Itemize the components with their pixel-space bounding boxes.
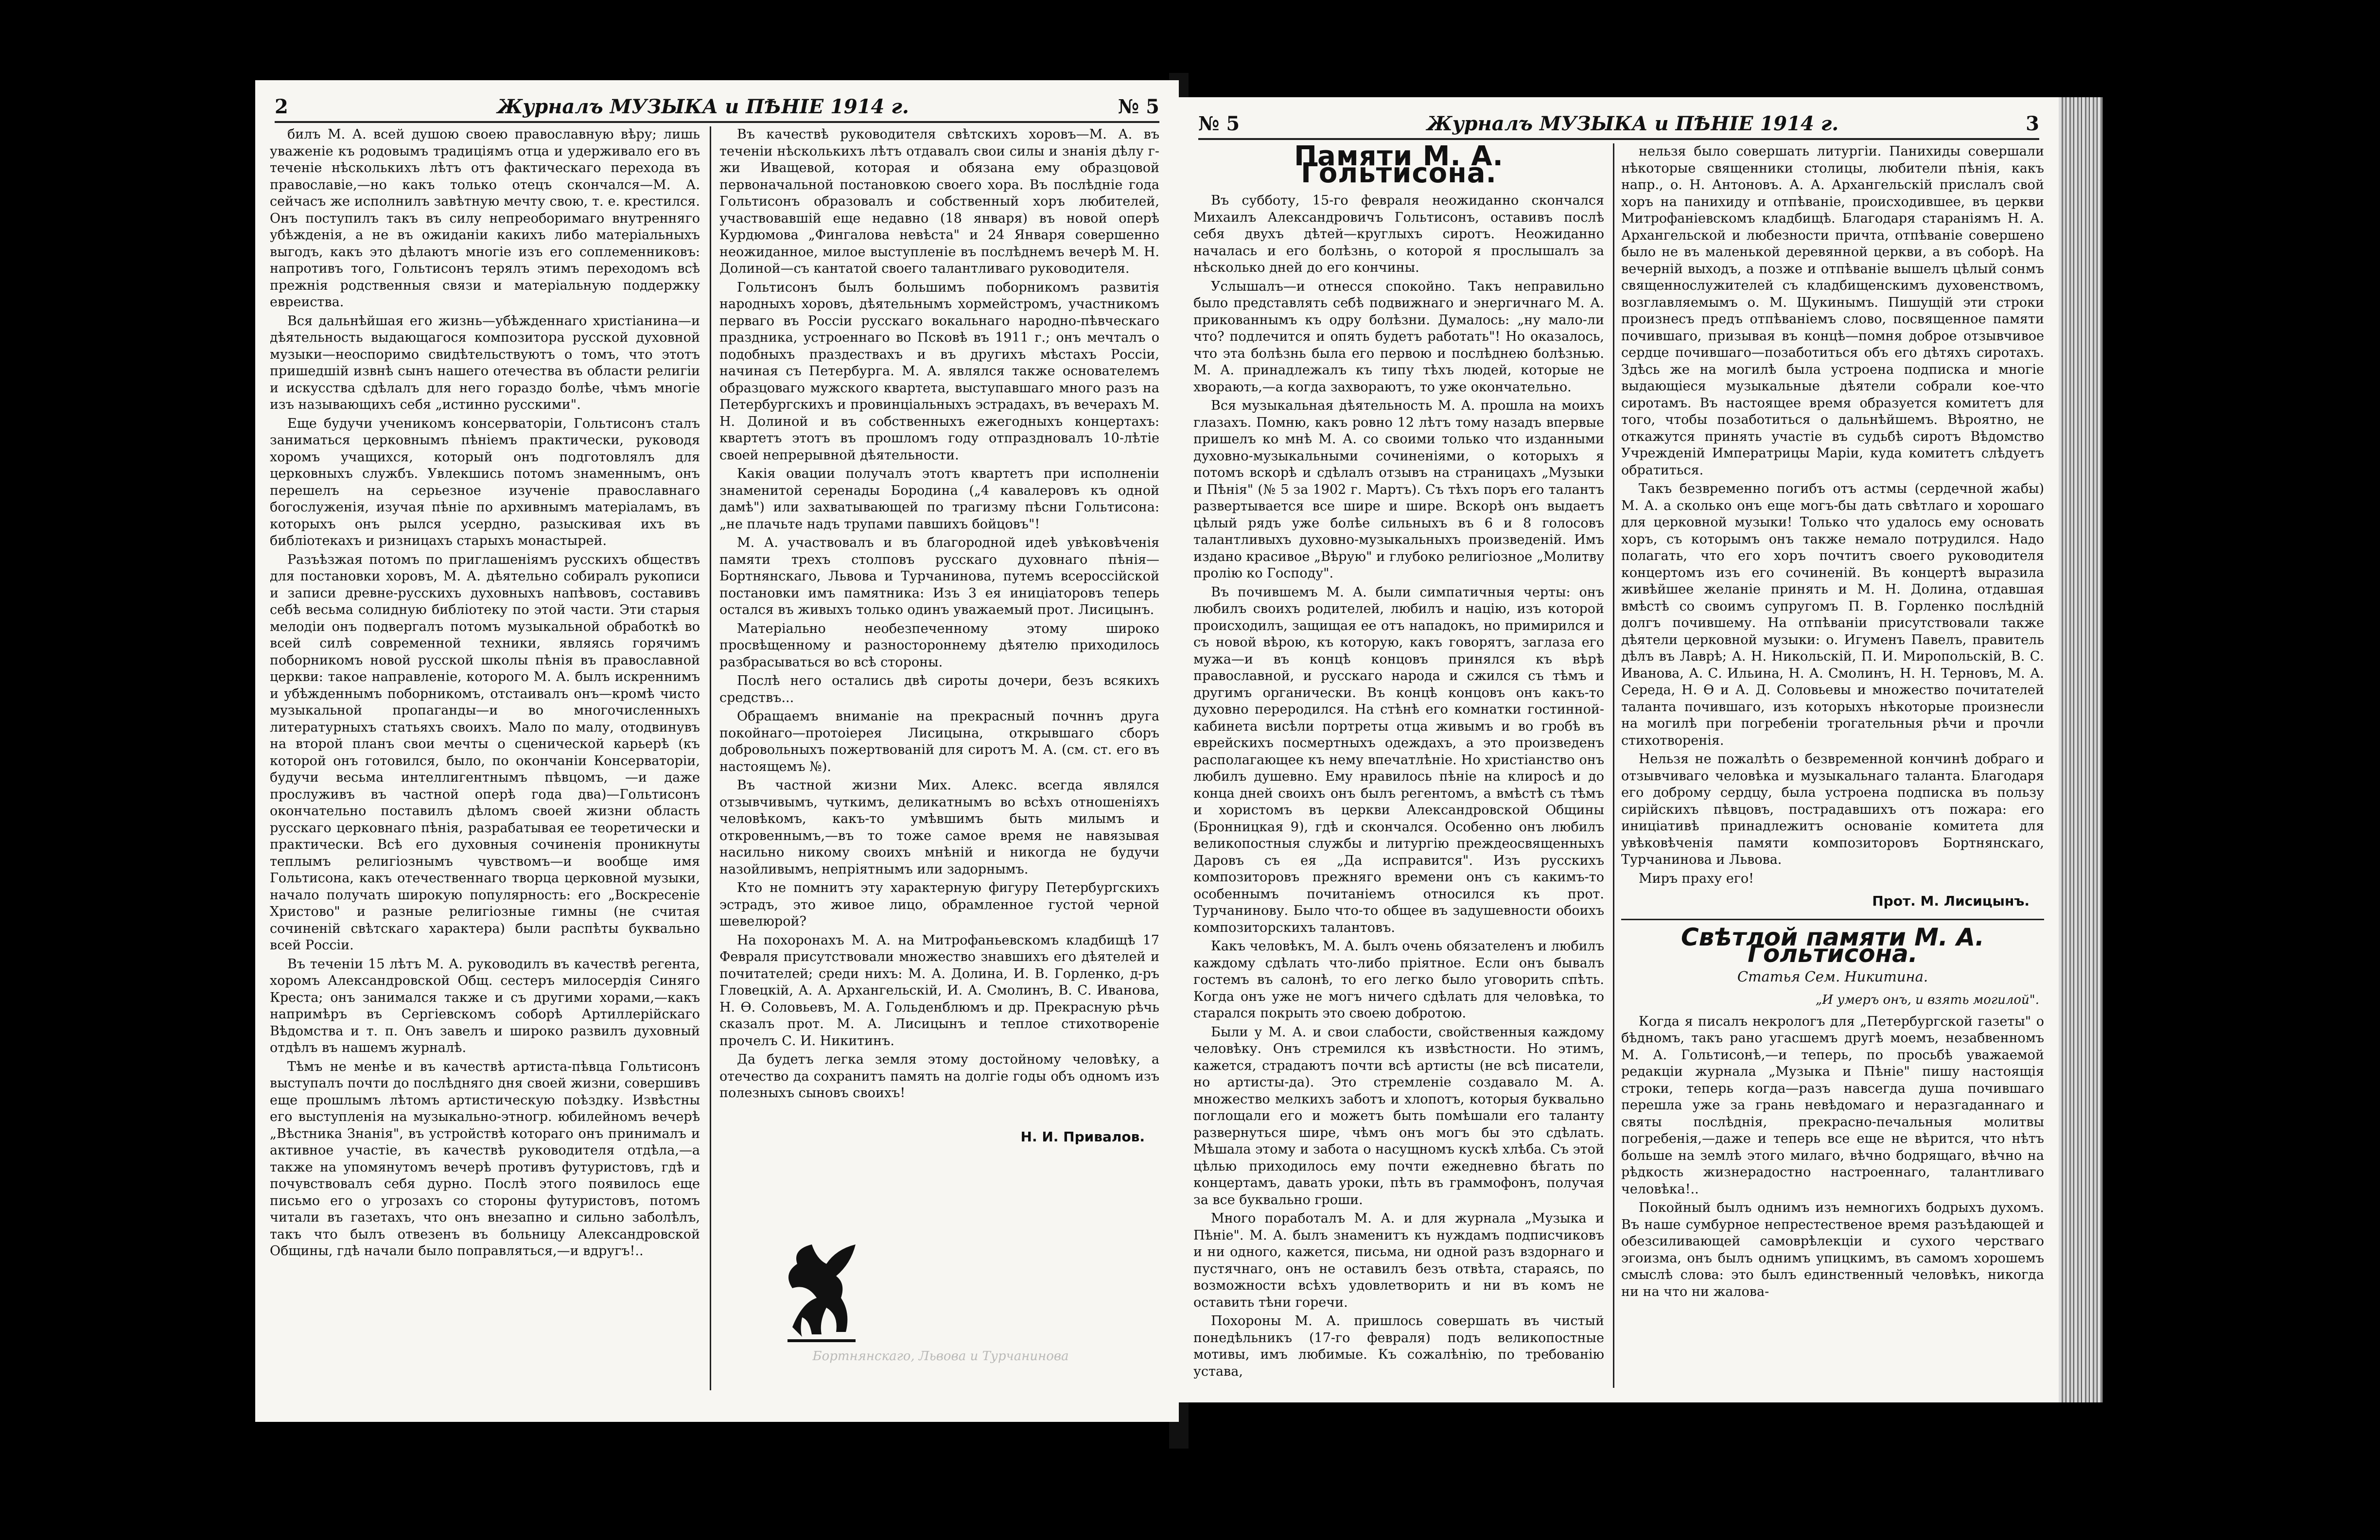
paragraph: Обращаемъ вниманіе на прекрасный почннъ друга покойнаго—протоіерея Лисицына, открывшаго сборъ добровольныхъ пожертвованій для сиротъ М. А. (см. ст. его въ настоящемъ №). [719,709,1159,774]
paragraph: Какія овации получалъ этотъ квартетъ при исполненіи знаменитой серенады Бородина („4 кавалеровъ къ одной дамѣ") или захватывающей по трагизму пѣсни Гольтисона: „не плачьте надъ трупами павшихъ бойцовъ"! [719,466,1159,532]
paragraph: нельзя было совершать литургіи. Панихиды совершали нѣкоторые священники столицы, любители пѣнія, какъ напр., о. Н. Антоновъ. А. А. Архангельскій прислалъ свой хоръ на панихиду и отпѣваніе, происходившее, въ церкви Митрофаніевскомъ кладбищѣ. Благодаря стараніямъ Н. А. Архангельской и любезности причта, отпѣваніе совершено было не въ маленькой деревянной церкви, а въ соборѣ. На вечерній выходъ, а позже и отпѣваніе вышелъ цѣлый сонмъ священнослужителей съ кладбищенскимъ духовенствомъ, возглавляемымъ о. М. Щукинымъ. Пишущій эти строки произнесъ предъ отпѣваніемъ слово, посвященное памяти почившаго, призывая въ концѣ—помня доброе отзывчивое сердце почившаго—позаботиться объ его дѣтяхъ сиротахъ. Здѣсь же на могилѣ была устроена подписка и многіе выдающіеся музыкальные дѣятели собрали кое-что сиротамъ. Въ настоящее время образуется комитетъ для того, чтобы позаботиться о дальнѣйшемъ. Вѣроятно, не откажутся принять участіе въ судьбѣ сиротъ Вѣдомство Учрежденій Императрицы Маріи, куда комитетъ слѣдуетъ обратиться. [1621,144,2044,478]
paragraph: Да будетъ легка земля этому достойному человѣку, а отечество да сохранитъ память на долгіе годы объ одномъ изъ полезныхъ сыновъ своихъ! [719,1052,1159,1101]
left-column-2 [719,126,1159,1410]
paragraph: Похороны М. А. пришлось совершать въ чистый понедѣльникъ (17-го февраля) подъ великопостные мотивы, имъ любимые. Къ сожалѣнію, по требованію устава, [1193,1313,1604,1379]
privalov-signature: Н. И. Привалов. [1020,1129,1145,1145]
article-epigraph: „И умеръ онъ, и взять могилой". [1815,993,2039,1007]
paragraph: На похоронахъ М. А. на Митрофаньевскомъ кладбищѣ 17 Февраля присутствовали множество знавшихъ его дѣятелей и почитателей; среди нихъ: М. А. Долина, И. В. Горленко, д-ръ Гловецкій, А. А. Архангельскій, И. А. Смолинъ, В. С. Иванова, Н. Ѳ. Соловьевъ, М. А. Гольденблюмъ и др. Прекрасную рѣчь сказалъ прот. М. А. Лисицынъ и теплое стихотвореніе прочелъ С. И. Никитинъ. [719,932,1159,1049]
left-column-2-footer [719,1123,1159,1154]
paragraph: Въ качествѣ руководителя свѣтскихъ хоровъ—М. А. въ теченіи нѣсколькихъ лѣтъ отдавалъ свои силы и знанія дѣлу г-жи Иващевой, которая и обязана ему образцовой первоначальной постановкою своего хора. Въ послѣдніе года Гольтисонъ образовалъ и собственный хоръ любителей, участвовавшій еще недавно (18 января) въ новой оперѣ Курдюмова „Фингалова невѣста" и 24 Января совершенно неожиданное, милое выступленіе въ послѣднемъ вечерѣ М. Н. Долиной—съ кантатой своего талантливаго руководителя. [719,127,1159,276]
column-divider [710,126,711,1390]
paragraph: Услышалъ—и отнесся спокойно. Такъ неправильно было представлять себѣ подвижнаго и энергичнаго М. А. прикованнымъ къ одру болѣзни. Думалось: „ну мало-ли что? подлечится и опять будетъ работать"! Но оказалось, что эта болѣзнь была его первою и послѣднею болѣзнью. М. А. принадлежалъ къ типу тѣхъ людей, которые не хворають,—а когда захвораютъ, то уже окончательно. [1193,279,1604,395]
page-edges [2059,97,2102,1402]
paragraph: Вся музыкальная дѣятельность М. А. прошла на моихъ глазахъ. Помню, какъ ровно 12 лѣтъ тому назадъ впервые пришелъ ко мнѣ М. А. со своими только что изданными духовно-музыкальными сочиненіями, о которыхъ я потомъ вскорѣ и сдѣлалъ отзывъ на страницахъ „Музыки и Пѣнія" (№ 5 за 1902 г. Мартъ). Съ тѣхъ поръ его талантъ развертывается все шире и шире. Вскорѣ онъ выдаетъ цѣлый рядъ уже болѣе сильныхъ въ 6 и 8 голосовъ талантливыхъ духовно-музыкальныхъ произведеній. Имъ издано красивое „Вѣрую" и глубоко религіозное „Молитву пролію ко Господу". [1193,398,1604,581]
right-column-1 [1193,143,1604,1388]
right-page [1179,97,2059,1402]
paragraph: Кто не помнитъ эту характерную фигуру Петербургскихъ эстрадъ, это живое лицо, обрамленное густой черной шевелюрой? [719,880,1159,929]
column-divider [1613,143,1614,1388]
paragraph: Гольтисонъ былъ большимъ поборникомъ развитія народныхъ хоровъ, дѣятельнымъ хормейстромъ, участникомъ перваго въ Россіи русскаго вокальнаго народно-пѣвческаго праздника, устроеннаго во Псковѣ въ 1911 г.; онъ мечталъ о подобныхъ праздествахъ и въ другихъ мѣстахъ Россіи, начиная съ Петербурга. М. А. являлся также основателемъ образцоваго мужского квартета, выступавшаго много разъ на Петербургскихъ и провинціальныхъ эстрадахъ, въ вечерахъ М. Н. Долиной и въ собственныхъ ежегодныхъ концертахъ: квартетъ этотъ въ прошломъ году отпраздновалъ 10-лѣтіе своей непрерывной дѣятельности. [719,280,1159,463]
paragraph: Нельзя не пожалѣть о безвременной кончинѣ добраго и отзывчиваго человѣка и музыкальнаго таланта. Благодаря его доброму сердцу, была устроена подписка въ пользу сирійскихъ пѣвцовъ, пострадавшихъ отъ пожара: его иниціативѣ принадлежитъ основаніе комитета для увѣковѣченія памяти композиторовъ Бортнянскаго, Турчанинова и Львова. [1621,752,2044,867]
paragraph: Вся дальнѣйшая его жизнь—убѣжденнаго христіанина—и дѣятельность выдающагося композитора русской духовной музыки—неоспоримо свидѣтельствуютъ о томъ, что этотъ пришедшій извнѣ сынъ нашего отечества въ области религіи и искусства сдѣлалъ для него гораздо болѣе, чѣмъ многіе изъ называющихъ себя „истинно русскими". [270,313,700,412]
paragraph: Покойный былъ однимъ изъ немногихъ бодрыхъ духомъ. Въ наше сумбурное непрестественое время разъѣдающей и обезсиливающей самоврѣлекціи и сухого черстваго эгоизма, онъ былъ однимъ упицкимъ, въ самомъ хорошемъ смыслѣ слова: это былъ единственный человѣкъ, никогда ни на что ни жалова- [1621,1200,2044,1299]
right-issue-number: № 5 [1198,112,1240,135]
right-page-number: 3 [2026,112,2039,135]
paragraph: Такъ безвременно погибъ отъ астмы (сердечной жабы) М. А. а сколько онъ еще могъ-бы дать свѣтлаго и хорошаго для церковной музыки! Только что удалось ему основать хоръ, съ которымъ онъ также немало потрудился. Надо полагать, что его хоръ почтитъ своего руководителя концертомъ изъ его сочиненій. Въ концертѣ выразила живѣйшее желаніе принять и М. Н. Долина, отдавшая вмѣстѣ со своимъ супругомъ П. В. Горленко послѣдній долгъ почившему. На отпѣваніи присутствовали также дѣятели церковной музыки: о. Игуменъ Павелъ, правитель дѣлъ въ Лаврѣ; А. Н. Никольскій, П. И. Миропольскій, В. С. Иванова, А. С. Ильина, Н. А. Смолинъ, Н. Н. Терновъ, М. А. Середа, Н. Ѳ и А. Д. Соловьевы и множество почитателей таланта почившаго, изъ которыхъ нѣкоторые произнесли на могилѣ при погребеніи трогательныя рѣчи и прочли стихотворенія. [1621,481,2044,748]
paragraph: Когда я писалъ некрологъ для „Петербургской газеты" о бѣдномъ, такъ рано угасшемъ другѣ моемъ, незабвенномъ М. А. Гольтисонѣ,—и теперь, по просьбѣ уважаемой редакціи журнала „Музыка и Пѣніе" пишу настоящія строки, теперь когда—разъ навсегда душа почившаго перешла уже за грань невѣдомаго и неразгаданнаго и святы послѣднія, прекрасно-печальныя молитвы погребенія,—даже и теперь все еще не вѣрится, что нѣтъ больше на землѣ этого милаго, вѣчно бодрящаго, вѣчно на рѣдкость жизнерадостно настроеннаго, талантливаго человѣка!.. [1621,1014,2044,1197]
griffin-ornament-icon [773,1230,870,1347]
paragraph: Еще будучи ученикомъ консерваторіи, Гольтисонъ сталъ заниматься церковнымъ пѣніемъ практически, руководя хоромъ учащихся, который онъ подготовлялъ для церковныхъ службъ. Увлекшись потомъ знаменнымъ, онъ перешелъ на серьезное изученіе православнаго богослуженія, изучая пѣніе по архивнымъ матеріаламъ, въ которыхъ онъ рылся усердно, разыскивая ихъ въ библіотекахъ и ризницахъ старыхъ монастырей. [270,416,700,548]
left-issue-number: № 5 [1118,95,1159,118]
right-column-2 [1621,143,2044,1388]
paragraph: Послѣ него остались двѣ сироты дочери, безъ всякихъ средствъ... [719,673,1159,705]
paragraph: Были у М. А. и свои слабости, свойственныя каждому человѣку. Онъ стремился къ извѣстности. Но этимъ, кажется, страдаютъ почти всѣ артисты (не всѣ писатели, но артисты-да). Это стремленіе создавало М. А. множество мелкихъ заботъ и хлопотъ, которыя буквально поглощали его и можетъ быть помѣшали его таланту развернуться шире, чѣмъ онъ могъ бы это сдѣлать. Мѣшала этому и забота о насущномъ кускѣ хлѣба. Съ этой цѣлью приходилось ему почти ежедневно бѣгать по концертамъ, давать уроки, пѣть въ граммофонъ, получая за все буквально гроши. [1193,1024,1604,1208]
paragraph: Тѣмъ не менѣе и въ качествѣ артиста-пѣвца Гольтисонъ выступалъ почти до послѣдняго дня своей жизни, совершивъ еще прошлымъ лѣтомъ артистическую поѣздку. Извѣстны его выступленія на музыкально-этногр. юбилейномъ вечерѣ „Вѣстника Знанія", въ устройствѣ котораго онъ принималъ и активное участіе, въ качествѣ руководителя отдѣла,—а также на упомянутомъ вечерѣ противъ футуристовъ, гдѣ и почувствовалъ себя дурно. Послѣ этого появилось еще письмо его о угрозахъ со стороны футуристовъ, потомъ читали въ газетахъ, что онъ внезапно и сильно заболѣлъ, такъ что былъ отвезенъ въ больницу Александровской Общины, гдѣ начали было поправляться,—и вдругъ!.. [270,1059,700,1259]
article-title-svetloy: Свѣтлой памяти М. А. Гольтисона. [1680,923,1985,968]
paragraph: билъ М. А. всей душою своею православную вѣру; лишь уваженіе къ родовымъ традиціямъ отца и удерживало его въ теченіе нѣсколькихъ лѣтъ отъ фактическаго перехода въ православіе,—но какъ только отецъ скончался—М. А. сейчасъ же исполнилъ завѣтную мечту свою, т. е. крестился. Онъ поступилъ такъ въ силу непреоборимаго внутренняго убѣжденія, а не въ ожиданіи какихъ либо матеріальныхъ выгодъ, какъ это дѣлаютъ многіе изъ его соплеменниковъ: напротивъ того, Гольтисонъ терялъ этимъ переходомъ всѣ прежнія родственныя связи и матеріальную поддержку евреиства. [270,127,700,310]
paragraph: Матеріально необезпеченному этому широко просвѣщенному и разностороннему дѣятелю приходилось разбрасываться во всѣ стороны. [719,621,1159,670]
left-journal-title: Журналъ МУЗЫКА и ПѢНІЕ 1914 г. [497,95,909,118]
article-separator [1621,919,2044,920]
paragraph: Миръ праху его! [1639,871,1754,886]
right-journal-title: Журналъ МУЗЫКА и ПѢНІЕ 1914 г. [1427,112,1839,135]
paragraph: Какъ человѣкъ, М. А. былъ очень обязателенъ и любилъ каждому сдѣлать что-либо пріятное. Если онъ бывалъ гостемъ въ салонѣ, то его легко было уговорить спѣть. Когда онъ уже не могъ ничего сдѣлать для человѣка, то старался покрыть это своею добротою. [1193,939,1604,1021]
paragraph: Много поработалъ М. А. и для журнала „Музыка и Пѣніе". М. А. былъ знаменитъ къ нуждамъ подписчиковъ и ни одного, кажется, письма, ни одной разъ вздорнаго и пустячнаго, онъ не оставилъ безъ отвѣта, стараясь, по возможности всѣхъ удовлетворить и ни въ комъ не оставить тѣни горечи. [1193,1211,1604,1310]
article-title-pamyati: Памяти М. А. Гольтисона. [1294,143,1504,189]
paragraph: М. А. участвовалъ и въ благородной идеѣ увѣковѣченія памяти трехъ столповъ русскаго духовнаго пѣнія—Бортнянскаго, Львова и Турчанинова, путемъ всероссійской постановки имъ памятника: Изъ 3 ея иниціаторовъ теперь остался въ живыхъ только одинъ уважаемый прот. Лисицынъ. [719,535,1159,617]
faded-bleed-text: Бортнянскаго, Львова и Турчанинова [812,1349,1069,1364]
paragraph: Въ субботу, 15-го февраля неожиданно скончался Михаилъ Александровичъ Гольтисонъ, оставивъ послѣ себя двухъ дѣтей—круглыхъ сиротъ. Неожиданно началась и его болѣзнь, о которой я прослышалъ за нѣсколько дней до его кончины. [1193,193,1604,275]
paragraph: Въ теченіи 15 лѣтъ М. А. руководилъ въ качествѣ регента, хоромъ Александровской Общ. сестеръ милосердія Синяго Креста; онъ занимался также и съ другими хорами,—какъ напримѣръ въ Сергіевскомъ соборѣ Артиллерійскаго Вѣдомства и т. п. Онъ завелъ и широко развилъ духовный отдѣлъ въ нашемъ журналѣ. [270,956,700,1055]
left-page-number: 2 [275,95,288,118]
left-page [255,80,1179,1422]
left-column-1 [270,126,700,1410]
right-page-header [1198,106,2039,140]
paragraph: Въ частной жизни Мих. Алекс. всегда являлся отзывчивымъ, чуткимъ, деликатнымъ во всѣхъ отношеніяхъ человѣкомъ, какъ-то умѣвшимъ быть милымъ и откровеннымъ,—въ то тоже самое время не навязывая насильно никому своихъ мнѣній и никогда не будучи назойливымъ, непріятнымъ или задорнымъ. [719,778,1159,877]
article-byline: Статья Сем. Никитина. [1737,968,1928,985]
paragraph: Въ почившемъ М. А. были симпатичныя черты: онъ любилъ своихъ родителей, любилъ и націю, изъ которой происходилъ, защищая ее отъ нападокъ, но примирился и съ новой вѣрою, къ которую, какъ говорятъ, заглаза его мужа—и въ концѣ концовъ принялся къ вѣрѣ православной, и русскаго народа и сжился съ тѣмъ и другимъ органически. Въ концѣ концовъ онъ какъ-то духовно переродился. На стѣнѣ его комнатки гостинной-кабинета висѣли портреты отца живымъ и во гробѣ въ еврейскихъ посмертныхъ одеждахъ, а это произведенъ располагающее къ нему впечатлѣніе. Но христіанство онъ любилъ душевно. Ему нравилось пѣніе на клиросѣ и до конца дней своихъ онъ былъ регентомъ, а вмѣстѣ съ тѣмъ и хористомъ въ церкви Александровской Общины (Бронницкая 9), гдѣ и скончался. Особенно онъ любилъ великопостныя службы и литургію преждеосвященныхъ Даровъ съ ея „Да исправится". Изъ русскихъ композиторовъ прежняго времени онъ съ какимъ-то особеннымъ почитаніемъ относился къ прот. Турчанинову. Было что-то общее въ задушевности обоихъ композиторскихъ талантовъ. [1193,584,1604,935]
paragraph: Разъѣзжая потомъ по приглашеніямъ русскихъ обществъ для постановки хоровъ, М. А. дѣятельно собиралъ рукописи и записи древне-русскихъ духовныхъ напѣвовъ, составивъ себѣ весьма солидную библіотеку по этой части. Эти старыя мелодіи онъ подвергалъ потомъ музыкальной обработкѣ во всей силѣ современной техники, являясь горячимъ поборникомъ новой русской школы пѣнія въ православной церкви: такое направленіе, которого М. А. былъ искреннимъ и убѣжденнымъ поборникомъ, отстаивалъ онъ—кромѣ чисто музыкальной пропаганды—и во многочисленныхъ литературныхъ статьяхъ своихъ. Мало по малу, отодвинувъ на второй планъ свои мечты о сценической карьерѣ (къ которой онъ готовился, было, по окончаніи Консерваторіи, будучи весьма интеллигентнымъ пѣвцомъ, —и даже прослуживъ въ частной оперѣ года два)—Гольтисонъ окончательно поставилъ дѣломъ своей жизни область русскаго церковнаго пѣнія, разрабатывая ее теоретически и практически. Всѣ его духовныя сочиненія проникнуты теплымъ религіознымъ чувствомъ—и вообще имя Гольтисона, какъ отечественнаго творца церковной музыки, начало получать широкую популярность: его „Воскресеніе Христово" и разные религіозные гимны (не считая сочиненій свѣтскаго характера) были распѣты буквально всей Россіи. [270,552,700,953]
lisitsyn-signature: Прот. М. Лисицынъ. [1872,893,2030,909]
left-page-header [275,89,1159,123]
